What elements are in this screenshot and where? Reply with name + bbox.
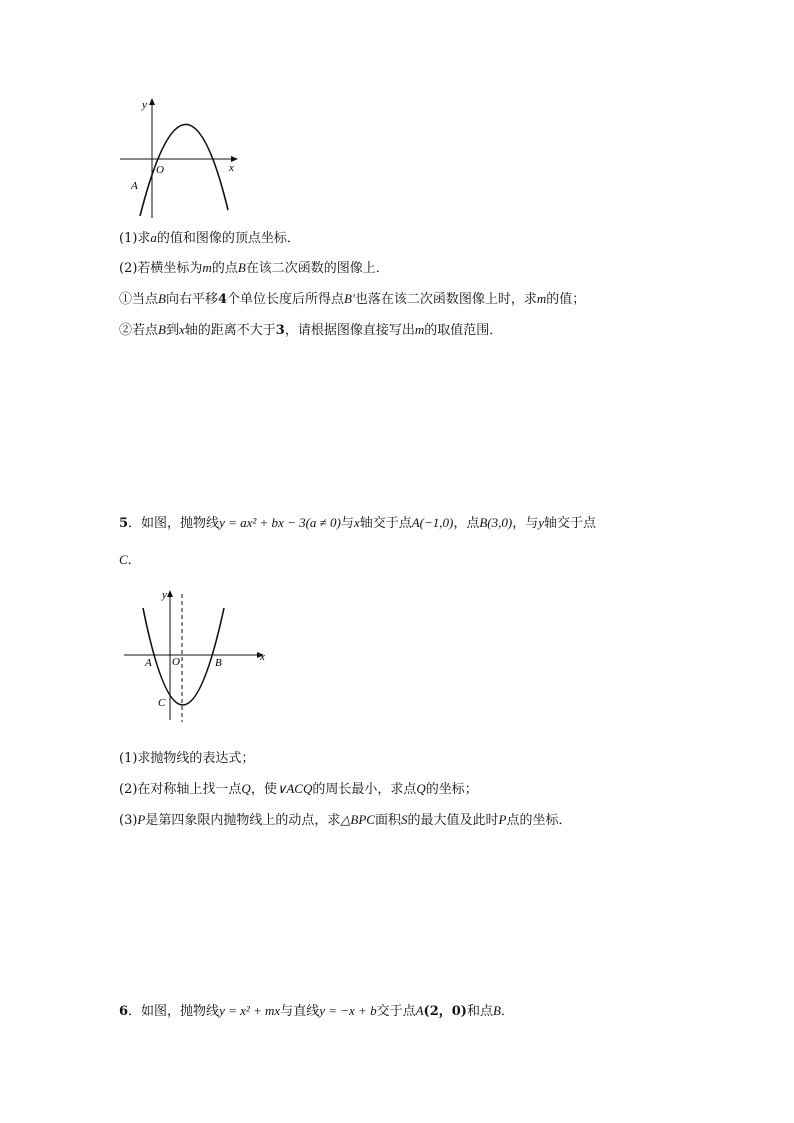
q4-sub-1: ①当点B向右平移4个单位长度后所得点B′也落在该二次函数图像上时，求m的值； bbox=[119, 291, 586, 307]
figure-parabola-2 bbox=[118, 584, 270, 726]
parabola-curve bbox=[140, 124, 228, 216]
x-axis-label: x bbox=[229, 162, 234, 174]
point-c-label: C bbox=[158, 697, 166, 709]
q4-part-2: (2)若横坐标为m的点B在该二次函数的图像上． bbox=[119, 260, 389, 276]
q6-intro: 6．如图，抛物线y = x² + mx与直线y = −x + b交于点A(2，0)和点B． bbox=[119, 1003, 514, 1019]
point-b-label: B bbox=[215, 657, 222, 669]
q5-intro: 5．如图，抛物线y = ax² + bx − 3(a ≠ 0)与x轴交于点A(−1,0)，点B(3,0)，与y轴交于点 bbox=[119, 515, 597, 531]
q5-intro-cont: C． bbox=[119, 552, 141, 568]
origin-label: O bbox=[172, 656, 180, 668]
q4-sub-2: ②若点B到x轴的距离不大于3，请根据图像直接写出m的取值范围． bbox=[119, 322, 503, 338]
q5-part-2: (2)在对称轴上找一点Q，使∨ACQ的周长最小，求点Q的坐标； bbox=[119, 781, 478, 797]
origin-label: O bbox=[156, 164, 164, 176]
point-a-label: A bbox=[145, 657, 152, 669]
x-axis-label: x bbox=[260, 651, 265, 663]
y-axis-arrow bbox=[167, 590, 173, 597]
y-axis-arrow bbox=[149, 98, 155, 105]
q5-part-1: (1)求抛物线的表达式； bbox=[119, 751, 255, 766]
y-axis-label: y bbox=[142, 99, 147, 111]
parabola-curve bbox=[143, 608, 224, 705]
y-axis-label: y bbox=[162, 589, 167, 601]
q5-part-3: (3)P是第四象限内抛物线上的动点，求△BPC面积S的最大值及此时P点的坐标． bbox=[119, 812, 572, 828]
figure-parabola-1 bbox=[112, 94, 246, 224]
q4-part-1: (1)求a的值和图像的顶点坐标． bbox=[119, 230, 300, 246]
point-a-label: A bbox=[131, 180, 138, 192]
